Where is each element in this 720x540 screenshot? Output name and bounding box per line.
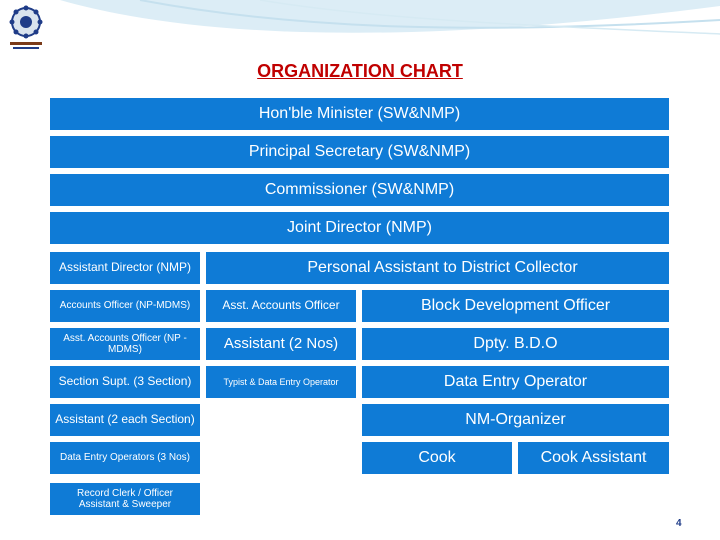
box-commissioner: Commissioner (SW&NMP) [50, 174, 669, 206]
box-asst-accounts-officer-state: Asst. Accounts Officer (NP - MDMS) [50, 328, 200, 360]
box-nm-organizer: NM-Organizer [362, 404, 669, 436]
box-deputy-bdo: Dpty. B.D.O [362, 328, 669, 360]
box-cook-assistant: Cook Assistant [518, 442, 669, 474]
box-block-development-officer: Block Development Officer [362, 290, 669, 322]
box-cook: Cook [362, 442, 512, 474]
box-principal-secretary: Principal Secretary (SW&NMP) [50, 136, 669, 168]
box-minister: Hon'ble Minister (SW&NMP) [50, 98, 669, 130]
page-title: ORGANIZATION CHART [257, 61, 463, 81]
box-section-supt: Section Supt. (3 Section) [50, 366, 200, 398]
box-personal-assistant: Personal Assistant to District Collector [206, 252, 669, 284]
header-swoosh [0, 0, 720, 70]
box-assistant-2-nos: Assistant (2 Nos) [206, 328, 356, 360]
box-data-entry-operator-block: Data Entry Operator [362, 366, 669, 398]
box-record-clerk: Record Clerk / Officer Assistant & Sweeper [50, 483, 200, 515]
box-joint-director: Joint Director (NMP) [50, 212, 669, 244]
page-number: 4 [676, 518, 682, 529]
box-asst-accounts-officer-district: Asst. Accounts Officer [206, 290, 356, 322]
box-data-entry-operators-state: Data Entry Operators (3 Nos) [50, 442, 200, 474]
box-accounts-officer: Accounts Officer (NP-MDMS) [50, 290, 200, 322]
box-assistant-director: Assistant Director (NMP) [50, 252, 200, 284]
box-typist-data-entry: Typist & Data Entry Operator [206, 366, 356, 398]
department-logo-emblem [4, 4, 48, 52]
box-assistant-each-section: Assistant (2 each Section) [50, 404, 200, 436]
